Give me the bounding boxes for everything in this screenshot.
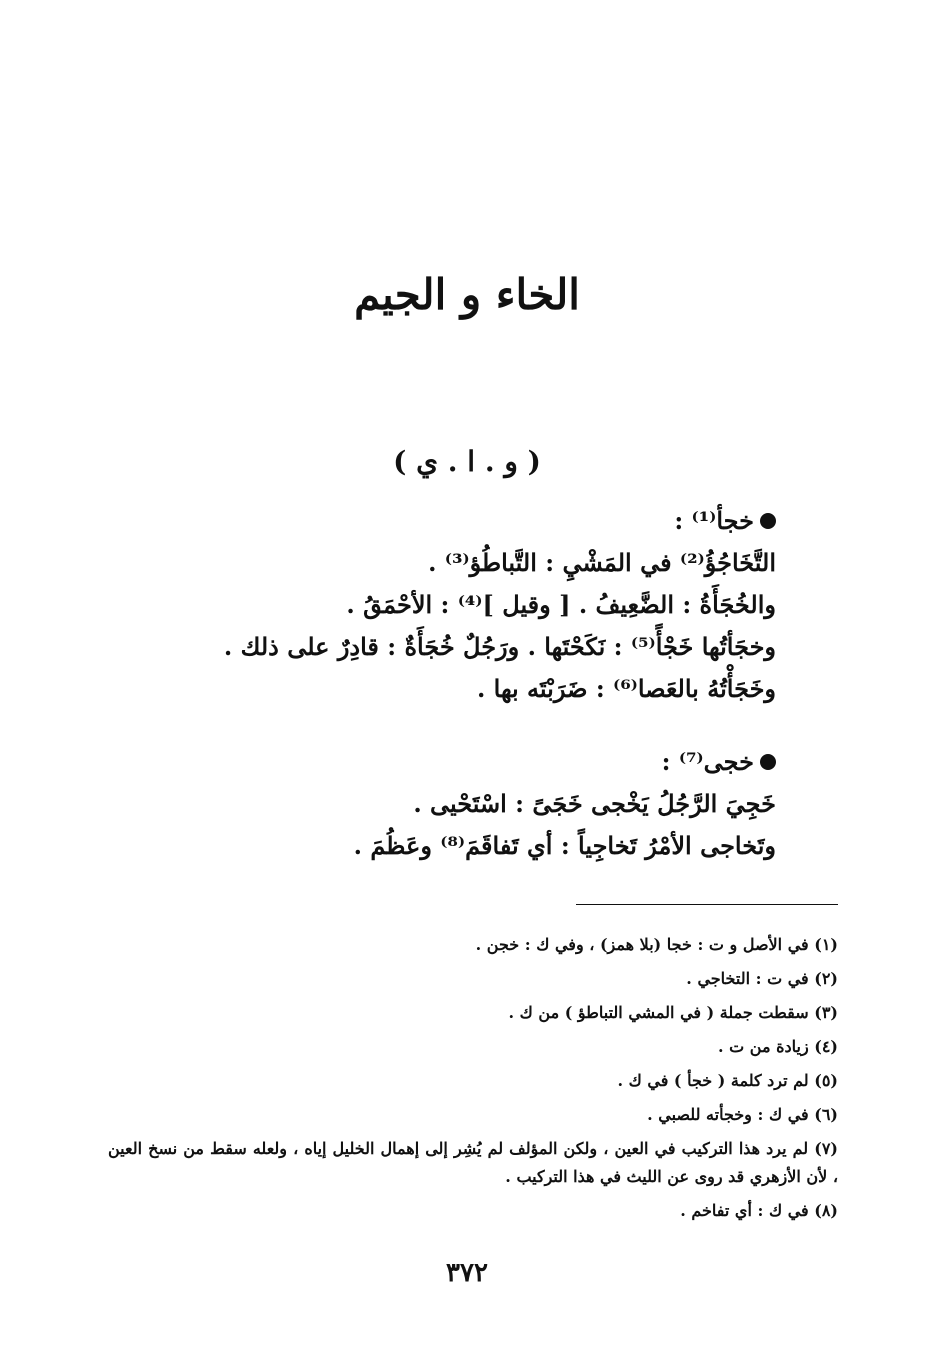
entry-line: والخُجَأَةُ : الضَّعِيفُ . [ وقيل ]⁽⁴⁾ : الأحْمَقُ .: [346, 590, 776, 619]
bullet-icon: [760, 754, 776, 770]
footnote: (٧) لم يرد هذا التركيب في العين ، ولكن المؤلف لم يُشِر إلى إهمال الخليل إياه ، ولعله سقط من نسخ العين ، لأن الأزهري قد روى عن الليث في هذا التركيب .: [108, 1139, 838, 1186]
entry-block: [126, 741, 776, 867]
page-number: ٣٧٢: [446, 1258, 488, 1288]
entry-line: التَّخَاجُؤُ⁽²⁾ في المَشْيِ : التَّباطُؤ⁽³⁾ .: [428, 548, 776, 577]
footnote: (٥) لم ترد كلمة ( خجأ ) في ك .: [617, 1071, 838, 1090]
entry-line: وخَجَأْتُهُ بالعَصا⁽⁶⁾ : ضَرَبْتَه بها .: [476, 674, 776, 703]
footnote: (٢) في ت : التخاجي .: [686, 969, 838, 988]
footnote: (٨) في ك : أي تفاخم .: [680, 1201, 838, 1220]
footnote: (٤) زيادة من ت .: [718, 1037, 838, 1056]
footnote: (١) في الأصل و ت : خجا (بلا همز) ، وفي ك : خجن .: [475, 935, 838, 954]
bullet-icon: [760, 513, 776, 529]
headword-text: خجى⁽⁷⁾ :: [661, 747, 754, 776]
entry-headword: [126, 741, 776, 783]
footnotes: [108, 928, 838, 1228]
footnote: (٦) في ك : وخجأته للصبي .: [647, 1105, 838, 1124]
entry-block: [126, 500, 776, 710]
footnote: (٣) سقطت جملة ( في المشي التباطؤ ) من ك .: [508, 1003, 838, 1022]
entry-line: وتَخاجى الأمْرُ تَخاجِياً : أي تَفاقَمَ⁽⁸⁾ وعَظُمَ .: [353, 831, 776, 860]
entry-headword: [126, 500, 776, 542]
chapter-title: الخاء و الجيم: [354, 270, 580, 319]
footnote-divider: [576, 904, 838, 905]
entry-line: وخجَأتُها خَجْأً⁽⁵⁾ : نَكَحْتَها . ورَجُلٌ خُجَأَةٌ : قادِرٌ على ذلك .: [223, 632, 776, 661]
root-heading: ( و . ا . ي ): [393, 445, 541, 478]
entry-line: خَجِيَ الرَّجُلُ يَخْجى خَجَىً : اسْتَحْيى .: [413, 789, 776, 818]
headword-text: خجأ⁽¹⁾ :: [674, 506, 754, 535]
